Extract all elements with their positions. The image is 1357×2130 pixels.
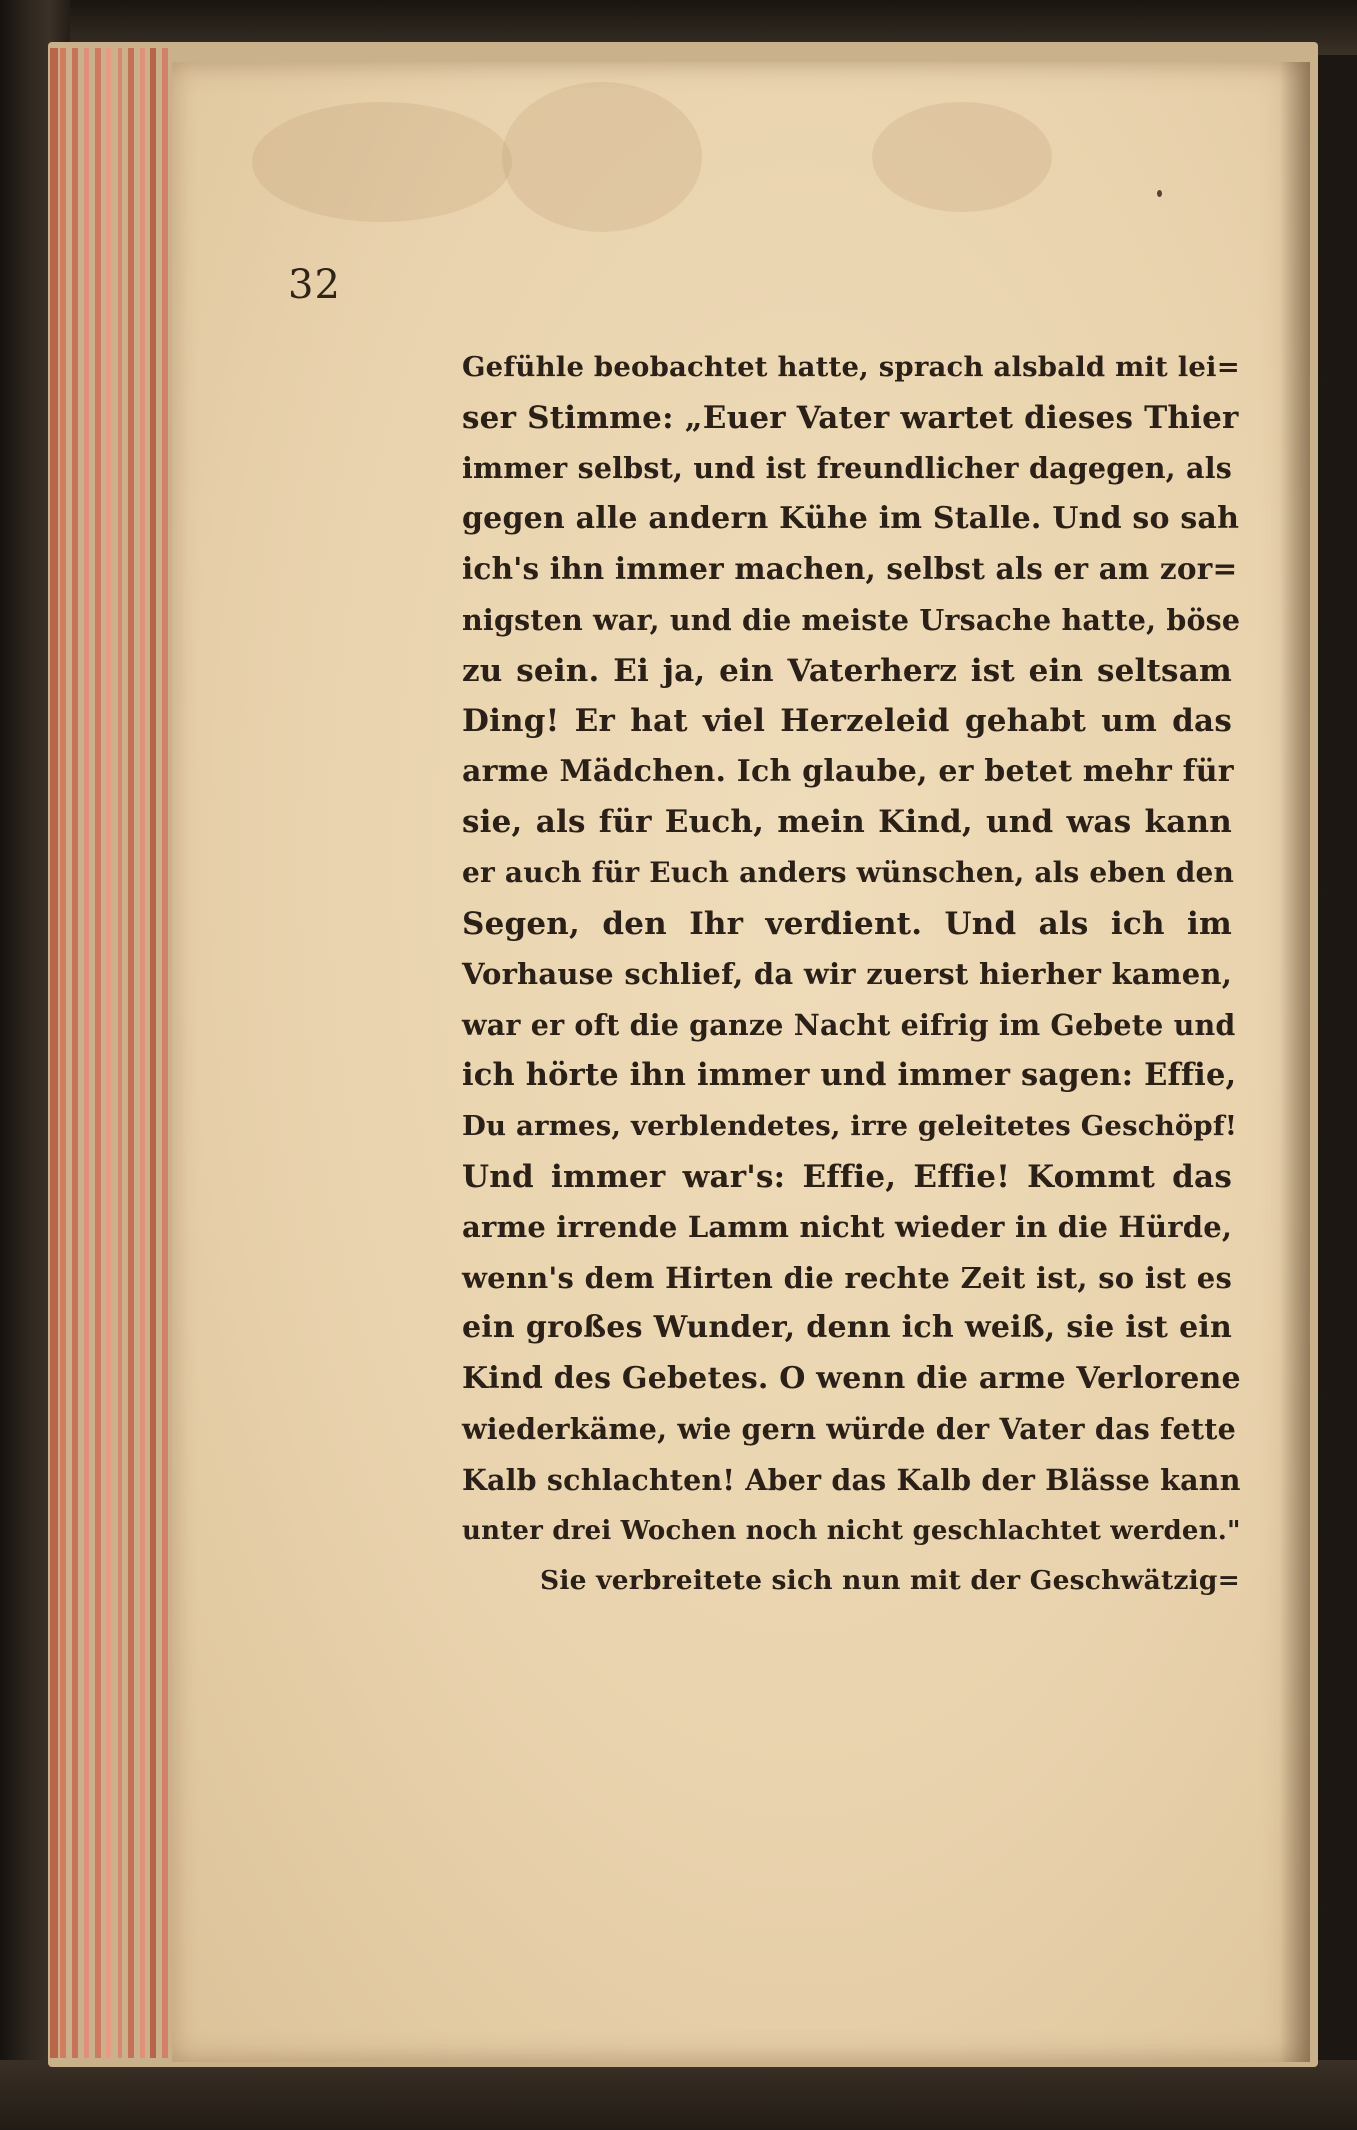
page-edge	[72, 48, 78, 2058]
ink-speck	[1157, 190, 1162, 197]
text-line: ein großes Wunder, denn ich weiß, sie ist ein	[462, 1310, 1232, 1346]
text-line: Und immer war's: Effie, Effie! Kommt das	[462, 1158, 1232, 1195]
page-gutter-shadow	[1280, 62, 1310, 2062]
page-edge	[162, 48, 168, 2058]
page-number: 32	[288, 262, 341, 308]
text-line: Ding! Er hat viel Herzeleid gehabt um das	[462, 703, 1232, 740]
text-line: er auch für Euch anders wünschen, als eben den	[462, 855, 1235, 889]
text-line: arme Mädchen. Ich glaube, er betet mehr für	[462, 753, 1234, 789]
page-edge	[140, 48, 145, 2058]
page-edge	[118, 48, 122, 2058]
text-line: Gefühle beobachtet hatte, sprach alsbald mit lei=	[462, 351, 1240, 383]
page-edge	[84, 48, 89, 2058]
body-text	[462, 342, 1241, 1607]
page-edge	[95, 48, 101, 2058]
text-line: unter drei Wochen noch nicht geschlachtet werden."	[462, 1515, 1241, 1546]
text-line: Kalb schlachten! Aber das Kalb der Blässe kann	[462, 1463, 1241, 1498]
text-line: nigsten war, und die meiste Ursache hatte, böse	[462, 602, 1241, 637]
text-line: arme irrende Lamm nicht wieder in die Hürde,	[462, 1210, 1233, 1245]
text-line: Vorhause schlief, da wir zuerst hierher kamen,	[462, 957, 1232, 992]
paper-stain	[252, 102, 512, 222]
text-line: gegen alle andern Kühe im Stalle. Und so sah	[462, 500, 1240, 536]
paper-stain	[502, 82, 702, 232]
text-line: war er oft die ganze Nacht eifrig im Gebete und	[462, 1007, 1236, 1042]
text-line: zu sein. Ei ja, ein Vaterherz ist ein seltsam	[462, 652, 1232, 689]
text-line: Kind des Gebetes. O wenn die arme Verlorene	[462, 1360, 1241, 1396]
text-line: Segen, den Ihr verdient. Und als ich im	[462, 905, 1232, 942]
page-edge	[50, 48, 58, 2058]
text-line: ich's ihn immer machen, selbst als er am zor=	[462, 551, 1238, 587]
text-line: ich hörte ihn immer und immer sagen: Effie,	[462, 1057, 1237, 1094]
text-line: wenn's dem Hirten die rechte Zeit ist, so ist es	[462, 1260, 1232, 1295]
text-line: Du armes, verblendetes, irre geleitetes Geschöpf!	[462, 1109, 1238, 1142]
text-line: Sie verbreitete sich nun mit der Geschwätzig=	[540, 1565, 1241, 1597]
text-line: sie, als für Euch, mein Kind, und was kann	[462, 804, 1232, 841]
text-line: wiederkäme, wie gern würde der Vater das fette	[462, 1412, 1236, 1447]
book-cover-bottom	[0, 2060, 1357, 2130]
page-edge	[128, 48, 134, 2058]
page-edge	[60, 48, 66, 2058]
text-line: ser Stimme: „Euer Vater wartet dieses Thier	[462, 399, 1239, 436]
text-line: immer selbst, und ist freundlicher dagegen, als	[462, 451, 1232, 486]
paper-stain	[872, 102, 1052, 212]
page-edge	[106, 48, 111, 2058]
page-edge	[150, 48, 156, 2058]
